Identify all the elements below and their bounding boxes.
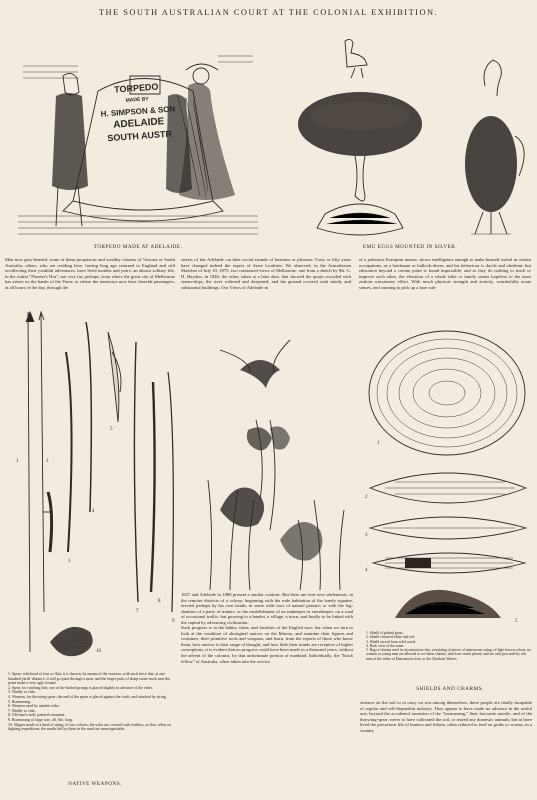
shields-list [366,631,532,661]
svg-text:4: 4 [365,568,368,573]
emu-eggs-illustration [285,36,530,244]
bell-line-4: ADELAIDE [112,116,165,131]
shield-item: 3. Shield carved from solid wood. [366,639,417,644]
native-weapons-caption: NATIVE WEAPONS. [68,781,122,787]
bell-line-5: SOUTH AUSTR [107,128,173,144]
svg-text:10: 10 [96,649,101,654]
svg-text:5: 5 [110,427,113,432]
shields-illustration [365,318,533,628]
svg-text:5: 5 [515,619,518,624]
svg-text:4: 4 [92,509,95,514]
bell-line-2: MADE BY [125,96,149,104]
svg-text:2: 2 [46,459,49,464]
torpedo-caption: TORPEDO MADE AT ADELAIDE. [93,244,183,250]
text-column-2-lower: 1837 and Adelaide in 1886 present a similar contrast. But there are ever new settlements, in the remoter districts of a colony; beginning with the rude habitation of the lonely squatter, erected perhaps by his own hands, in some wide tract of natural pasture; or with the log-shanties of a party of miners, or the establishment of an innkeeper or storekeeper, on a road of occasional traffic; but growing to a hamlet, a village, a town, and finally to be linked with the capital by advancing civilisation. Such progress is in the habits, ideas, and faculties of the English race; but when we turn to look at the condition of aboriginal natives on the Murray, and examine their figures and costumes, their primitive tools and weapons, and learn, from the reports of those who know them, how narrow is their range of thought, and how little their minds are receptive of higher conceptions, it is evident that no progress could have been made in a thousand years, without the advent of the colonist, by that unfortunate portion of mankind. Individually, the "black fellow" of Australia, when taken into the service [181,592,353,664]
svg-text:1: 1 [16,459,19,464]
birds-illustration [200,330,350,590]
text-column-2: streets of fair Adelaide, on their social errands of business or pleasure. Forty or fifty years have changed indeed the aspect of those localities. We observed, in the Australasian Sketcher of July 10, 1875, two contrasted views of Melbourne: one from a sketch by Mr. G. H. Haydon, in 1840; the other, taken at a later date, that showed the quays crowded with steam-ships, the river widened and deepened, and the ground covered with stately and substantial buildings. Our Views of Adelaide in [181,257,351,290]
weapon-item: 8. Old man's staff, painted ornament. [8,713,66,718]
page-title: THE SOUTH AUSTRALIAN COURT AT THE COLONIAL EXHIBITION. [98,8,439,17]
native-weapons-illustration [8,312,183,672]
svg-text:9: 9 [172,619,175,624]
svg-text:3: 3 [365,533,368,538]
weapon-item: 3. Waddy or club. [8,690,36,695]
weapon-item: 9. Boomerang of large size, 4ft. 6in. long. [8,717,73,722]
shield-item: 1. Shield of plaited grass. [366,631,404,635]
text-column-3-lower: sistence on the soil or to carry on war among themselves, these people are fatally incapable of regular and self-dependent industry. They appear to have made no advance in the useful arts, beyond the accidental invention of the "boomerang," their favourite missile, and of the throwing-spear; never to have cultivated the soil, or reared any domestic animals; but to have lived the precarious life of hunters and fishers, often reduced to feed on grubs or worms, in a country [360,700,532,733]
weapon-item: 5. Boomerang. [8,699,32,704]
weapon-item: 2. Spear for catching fish; one of the barbed prongs is placed slightly in advance of the other. [8,685,153,690]
shield-item: 5. Bag of charms used in circumcision rites, consisting of pieces of interwoven string, of light brown colour; no women or young men are allowed to see these charms, which are much prized, and are only procured by old men of the tribes of Duncannon river, or the Charlotte Waters. [366,648,531,661]
weapon-item: 1. Spear, with head of iron or flint; it is thrown, by means of the womera, with such force that, at one hundred yards' distance, it will go quite through a man; and the larger parts of sharp stone stuck near the point make a very ugly wound. [8,672,171,686]
text-column-3: of a judicious European master, shows intelligence enough to make himself useful in certain occupations, as a herdsman or bullock-driver, and his behaviour is docile and obedient; but education beyond a certain point is found impossible; and as they do nothing to teach or improve each other, the elevation of a whole tribe or family seems hopeless to the most zealous missionary effort. With much physical strength and activity, wonderfully acute senses, and cunning to pick up a bare sub- [359,257,531,290]
svg-text:8: 8 [158,599,161,604]
bell-text [81,78,195,146]
shield-item: 4. Back view of the same. [366,643,405,648]
bell-line-3: H. SIMPSON & SON [100,104,176,119]
bell-line-1: TORPEDO [113,81,159,95]
svg-text:3: 3 [68,559,71,564]
native-weapons-list [8,672,178,732]
weapon-item: 4. Womera, for throwing spear; the end of the spear is placed against the tooth, and attached by string. [8,694,167,699]
weapon-item: 10. Slipper made of a kind of string, of two colours; the soles are covered with feathers, so that, when on fighting expeditions, the marks left by them in the sand are unrecognisable. [8,722,171,732]
shield-item: 2. Shield coloured white and red. [366,635,415,640]
emu-eggs-caption: EMU EGGS MOUNTED IN SILVER. [362,244,458,250]
weapon-item: 7. Waddy or club. [8,708,36,713]
svg-text:1: 1 [377,441,380,446]
svg-text:2: 2 [365,495,368,500]
text-column-1: Men now grey-headed, some of them prosperous and wealthy citizens of Victoria or South Australia; others, who are residing here, having long ago returned to England and still recollecting their youthful adventures, have lived months and years, an almost solitary life, in the rudest "Pioneer's Hut"; not very far, perhaps, from where the great city of Melbourne has arisen on the banks of the Yarra; or where the tramways now bear cheerful passengers, at all hours of the day, through the [5,257,175,290]
weapon-item: 6. Womera used by another tribe. [8,704,60,709]
shields-caption: SHIELDS AND CHARMS. [416,686,484,692]
svg-text:7: 7 [136,609,139,614]
